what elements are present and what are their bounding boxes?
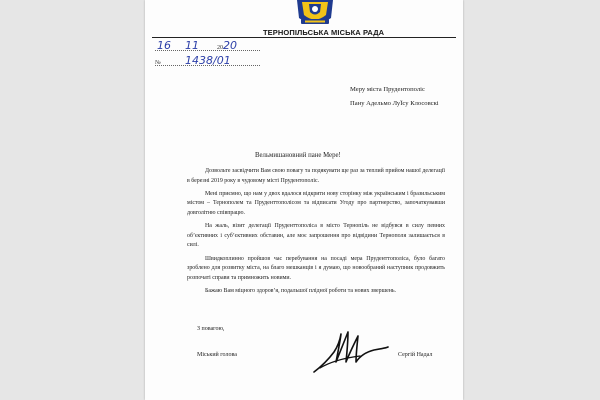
council-name: ТЕРНОПІЛЬСЬКА МІСЬКА РАДА: [263, 28, 385, 37]
signer-title: Міський голова: [197, 352, 237, 358]
body-paragraph-5: Бажаю Вам міцного здоров’я, подальшої плідної роботи та нових звершень.: [205, 287, 397, 294]
addressee-line-1: Меру міста Прудентополіс: [350, 86, 425, 93]
registration-date: [155, 41, 260, 52]
closing-phrase: З повагою,: [197, 326, 225, 332]
date-month: 11: [185, 39, 199, 52]
letter-page: [145, 0, 463, 400]
number-prefix: №: [155, 60, 161, 66]
handwritten-signature: [310, 322, 390, 382]
letter-body: [187, 167, 445, 300]
header-divider: [152, 37, 456, 38]
date-year-prefix: 20: [217, 45, 223, 51]
body-paragraph-2: Мені приємно, що нам у двох вдалося відкрити нову сторінку між українським і бразильським містом – Тернополем та Пруденттополісом та відписати Угоду про партнерство, започаткувавши довголітню співпрацю.: [187, 190, 445, 216]
registration-number: [155, 56, 260, 67]
addressee-line-2: Пану Адельмо ЛуЇсу Клосовскі: [350, 100, 439, 107]
date-day: 16: [157, 39, 171, 52]
city-emblem-logo: [293, 0, 337, 28]
date-year-suffix: 20: [223, 39, 237, 52]
signer-name: Сергій Надал: [398, 352, 433, 358]
number-value: 1438/01: [185, 54, 231, 67]
body-paragraph-3: На жаль, візит делегації Пруденттополіса в місто Тернопіль не відбувся в силу певних об’єктивних і суб’єктивних обставин, але моє запрошення про відвідини Тернополя залишається в силі.: [187, 223, 445, 249]
salutation: Вельмишановний пане Мере!: [255, 152, 341, 159]
body-paragraph-1: Дозвольте засвідчити Вам свою повагу та подякувати ще раз за теплий прийом нашої делегації в березні 2019 року в чудовому місті Прудентополіс.: [187, 168, 445, 184]
body-paragraph-4: Швидкоплинно пройшов час перебування на посаді мера Пруденттополіса, було багато зроблено для розвитку міста, на благо мешканців і я думаю, що новообраний наступник продовжить розпочаті справи та примножить новими.: [187, 255, 445, 281]
